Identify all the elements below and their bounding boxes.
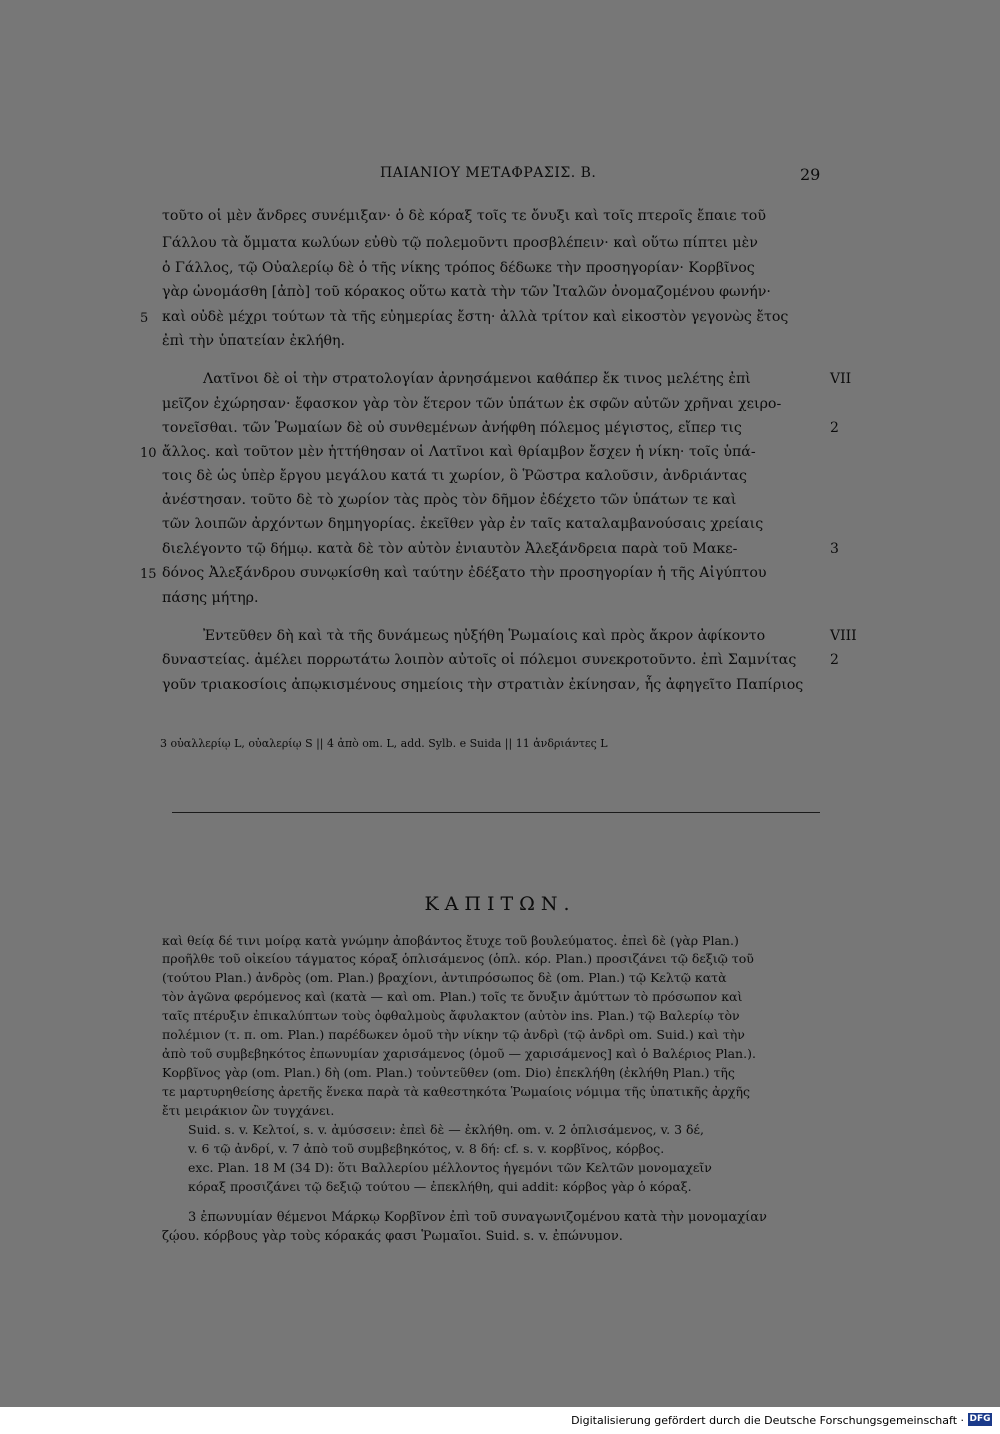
text-line: Γάλλου τὰ ὄμματα κωλύων εὐθὺ τῷ πολεμοῦντι προσβλέπειν· καὶ οὕτω πίπτει μὲν: [162, 235, 758, 251]
text-line: ὁ Γάλλος, τῷ Οὐαλερίῳ δὲ ὁ τῆς νίκης τρόπος δέδωκε τὴν προσηγορίαν· Κορβῖνος: [162, 260, 755, 276]
margin-mark: 3: [830, 541, 839, 557]
section-divider: [172, 812, 820, 813]
text-line: καὶ θείᾳ δέ τινι μοίρᾳ κατὰ γνώμην ἀποβάντος ἔτυχε τοῦ βουλεύματος. ἐπεὶ δὲ (γὰρ Plan.): [162, 933, 739, 948]
text-line: διελέγοντο τῷ δήμῳ. κατὰ δὲ τὸν αὐτὸν ἐνιαυτὸν Ἀλεξάνδρεια παρὰ τοῦ Μακε-: [162, 541, 738, 557]
running-title: ΠΑΙΑΝΙΟΥ ΜΕΤΑΦΡΑΣΙΣ. Β.: [380, 165, 597, 181]
text-line: τονεῖσθαι. τῶν Ῥωμαίων δὲ οὐ συνθεμένων ἀνήφθη πόλεμος μέγιστος, εἴπερ τις: [162, 420, 742, 436]
text-line: καὶ οὐδὲ μέχρι τούτων τὰ τῆς εὐημερίας ἔστη· ἀλλὰ τρίτον καὶ εἰκοστὸν γεγονὼς ἔτος: [162, 309, 789, 325]
source-line: exc. Plan. 18 M (34 D): ὅτι Βαλλερίου μέλλοντος ἡγεμόνι τῶν Κελτῶν μονομαχεῖν: [188, 1160, 712, 1175]
page-number: 29: [800, 165, 821, 184]
margin-mark: 2: [830, 420, 839, 436]
text-line: δόνος Ἀλεξάνδρου συνῳκίσθη καὶ ταύτην ἐδέξατο τὴν προσηγορίαν ἡ τῆς Αἰγύπτου: [162, 565, 767, 581]
text-line: Κορβῖνος γὰρ (om. Plan.) δὴ (om. Plan.) τοὐντεῦθεν (om. Dio) ἐπεκλήθη (ἐκλήθη Plan.) τῆς: [162, 1065, 735, 1080]
text-line: τοις δὲ ὡς ὑπὲρ ἔργου μεγάλου κατά τι χωρίον, ὃ Ῥῶστρα καλοῦσιν, ἀνδριάντας: [162, 468, 748, 484]
footer-bar: [0, 1407, 1000, 1434]
source-line: Suid. s. v. Κελτοί, s. v. ἀμύσσειν: ἐπεὶ δὲ — ἐκλήθη. om. v. 2 ὁπλισάμενος, v. 3 δέ,: [188, 1122, 705, 1137]
text-line: μεῖζον ἐχώρησαν· ἔφασκον γὰρ τὸν ἕτερον τῶν ὑπάτων ἐκ σφῶν αὐτῶν χρῆναι χειρο-: [162, 396, 782, 412]
line-number: 10: [140, 446, 157, 461]
source-line: v. 6 τῷ ἀνδρί, v. 7 ἀπὸ τοῦ συμβεβηκότος, v. 8 δή: cf. s. v. κορβῖνος, κόρβος.: [188, 1141, 665, 1156]
margin-mark: VII: [830, 371, 852, 387]
dfg-logo: DFG: [969, 1414, 991, 1424]
text-line: δυναστείας. ἀμέλει πορρωτάτω λοιπὸν αὐτοῖς οἱ πόλεμοι συνεκροτοῦντο. ἐπὶ Σαμνίτας: [162, 652, 797, 668]
text-line: (τούτου Plan.) ἀνδρὸς (om. Plan.) βραχίονι, ἀντιπρόσωπος δὲ (om. Plan.) τῷ Κελτῷ κατὰ: [162, 970, 727, 985]
text-line: τοῦτο οἱ μὲν ἄνδρες συνέμιξαν· ὁ δὲ κόραξ τοῖς τε ὄνυξι καὶ τοῖς πτεροῖς ἔπαιε τοῦ: [162, 208, 766, 224]
critical-apparatus: 3 οὐαλλερίῳ L, οὐαλερίῳ S || 4 ἀπὸ om. L, add. Sylb. e Suida || 11 ἀνδριάντες L: [160, 737, 608, 750]
text-line: ἄλλος. καὶ τοῦτον μὲν ἡττήθησαν οἱ Λατῖνοι καὶ θρίαμβον ἔσχεν ἡ νίκη· τοῖς ὑπά-: [162, 444, 756, 460]
section-title: ΚΑΠΙΤΩΝ.: [424, 893, 576, 915]
text-line: πολέμιον (τ. π. om. Plan.) παρέδωκεν ὁμοῦ τὴν νίκην τῷ ἀνδρὶ (τῷ ἀνδρὶ om. Suid.) καὶ τὴν: [162, 1027, 745, 1042]
text-line: τε μαρτυρηθείσης ἀρετῆς ἕνεκα παρὰ τὰ καθεστηκότα Ῥωμαίοις νόμιμα τῆς ὑπατικῆς ἀρχῆς: [162, 1084, 750, 1099]
text-line: γὰρ ὠνομάσθη [ἀπὸ] τοῦ κόρακος οὕτω κατὰ τὴν τῶν Ἰταλῶν ὀνομαζομένου φωνήν·: [162, 284, 771, 300]
note-line: 3 ἐπωνυμίαν θέμενοι Μάρκῳ Κορβῖνον ἐπὶ τοῦ συναγωνιζομένου κατὰ τὴν μονομαχίαν: [188, 1210, 767, 1225]
footer-credit: Digitalisierung gefördert durch die Deutsche Forschungsgemeinschaft ·: [571, 1414, 964, 1427]
text-line: ἀνέστησαν. τοῦτο δὲ τὸ χωρίον τὰς πρὸς τὸν δῆμον ἐδέχετο τῶν ὑπάτων τε καὶ: [162, 492, 737, 508]
margin-mark: 2: [830, 652, 839, 668]
text-line: προῆλθε τοῦ οἰκείου τάγματος κόραξ ὁπλισάμενος (ὁπλ. κόρ. Plan.) προσιζάνει τῷ δεξιῷ τοῦ: [162, 951, 754, 966]
line-number: 15: [140, 567, 157, 582]
text-line: ἐπὶ τὴν ὑπατείαν ἐκλήθη.: [162, 333, 346, 349]
line-number: 5: [140, 311, 149, 326]
note-line: ζῴου. κόρβους γὰρ τοὺς κόρακάς φασι Ῥωμαῖοι. Suid. s. v. ἐπώνυμον.: [162, 1229, 623, 1244]
text-line: τῶν λοιπῶν ἀρχόντων δημηγορίας. ἐκεῖθεν γὰρ ἐν ταῖς καταλαμβανούσαις χρείαις: [162, 516, 764, 532]
text-line: πάσης μήτηρ.: [162, 590, 259, 606]
text-line: γοῦν τριακοσίοις ἀπῳκισμένους σημείοις τὴν στρατιὰν ἐκίνησαν, ἧς ἀφηγεῖτο Παπίριος: [162, 677, 804, 693]
source-line: κόραξ προσιζάνει τῷ δεξιῷ τούτου — ἐπεκλήθη, qui addit: κόρβος γὰρ ὁ κόραξ.: [188, 1179, 692, 1194]
text-line: ταῖς πτέρυξιν ἐπικαλύπτων τοὺς ὀφθαλμοὺς ἄφυλακτον (αὐτὸν ins. Plan.) τῷ Βαλερίῳ τὸν: [162, 1008, 740, 1023]
text-line: ἀπὸ τοῦ συμβεβηκότος ἐπωνυμίαν χαρισάμενος (ὁμοῦ — χαρισάμενος] καὶ ὁ Βαλέριος Plan.).: [162, 1046, 756, 1061]
margin-mark: VIII: [830, 628, 857, 644]
text-line: ἔτι μειράκιον ὢν τυγχάνει.: [162, 1103, 335, 1118]
text-line: Λατῖνοι δὲ οἱ τὴν στρατολογίαν ἀρνησάμενοι καθάπερ ἔκ τινος μελέτης ἐπὶ: [203, 371, 751, 387]
text-line: Ἐντεῦθεν δὴ καὶ τὰ τῆς δυνάμεως ηὐξήθη Ῥωμαίοις καὶ πρὸς ἄκρον ἀφίκοντο: [203, 628, 766, 644]
text-line: τὸν ἀγῶνα φερόμενος καὶ (κατὰ — καὶ om. Plan.) τοῖς τε ὄνυξιν ἀμύττων τὸ πρόσωπον καὶ: [162, 989, 743, 1004]
